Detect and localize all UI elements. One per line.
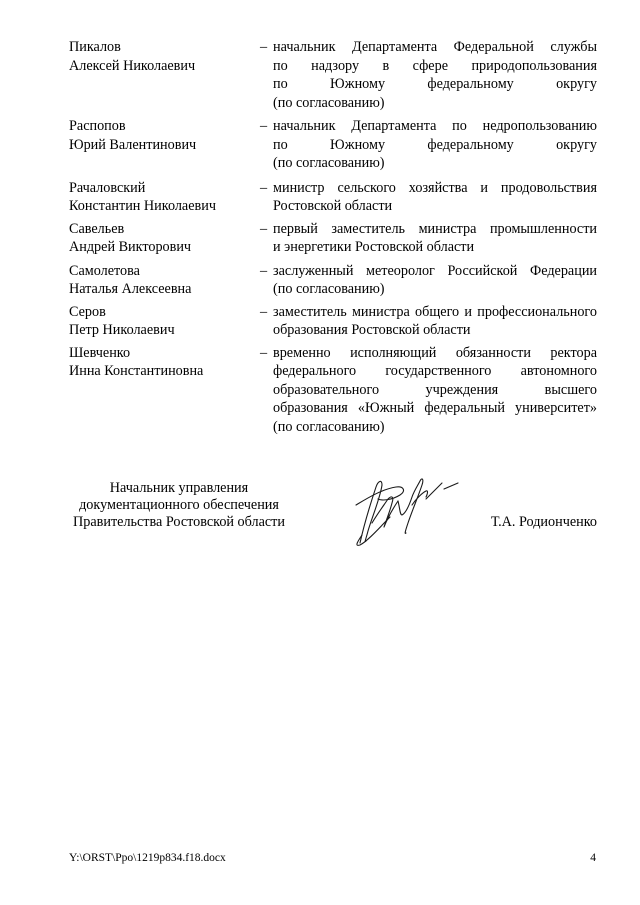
member-entry [69, 179, 597, 216]
role-line: министр сельского хозяйства и продовольствия [273, 179, 597, 196]
member-entry [69, 117, 597, 173]
member-surname: Рачаловский [69, 179, 146, 196]
member-given-names: Андрей Викторович [69, 239, 192, 255]
role-line: заслуженный метеоролог Российской Федерации [273, 262, 597, 279]
role-line: начальник Департамента по недропользованию [273, 118, 597, 134]
member-dash: – [259, 262, 268, 279]
role-line: первый заместитель министра промышленности [273, 220, 597, 237]
member-entry [69, 262, 597, 299]
role-line: и энергетики Ростовской области [273, 239, 475, 255]
member-role [273, 303, 597, 340]
role-line: (по согласованию) [273, 281, 385, 297]
member-surname: Распопов [69, 118, 126, 134]
handwritten-signature [342, 465, 462, 555]
signatory-position-line: документационного обеспечения [79, 497, 279, 513]
member-dash: – [259, 118, 268, 134]
members-list [69, 38, 597, 436]
role-line: (по согласованию) [273, 418, 385, 435]
member-entry [69, 303, 597, 340]
member-dash: – [259, 220, 268, 237]
role-line: (по согласованию) [273, 94, 385, 111]
member-dash: – [259, 179, 268, 196]
role-line: по Южному федеральному округу [273, 76, 597, 92]
member-dash: – [259, 344, 268, 361]
member-name [69, 179, 254, 216]
member-name [69, 117, 254, 154]
signature-block [60, 480, 600, 560]
role-line: образовательного учреждения высшего [273, 381, 597, 398]
member-role [273, 38, 597, 112]
member-surname: Шевченко [69, 344, 131, 361]
member-entry [69, 344, 597, 437]
member-given-names: Наталья Алексеевна [69, 281, 192, 297]
member-name [69, 38, 254, 75]
role-line: временно исполняющий обязанности ректора [273, 344, 597, 361]
member-dash: – [259, 39, 268, 55]
member-name [69, 344, 254, 381]
member-surname: Самолетова [69, 262, 140, 279]
member-role [273, 117, 597, 173]
member-given-names: Юрий Валентинович [69, 136, 197, 153]
member-name [69, 262, 254, 299]
signatory-position [60, 480, 298, 531]
role-line: образования «Южный федеральный университет» [273, 400, 597, 416]
member-name [69, 303, 254, 340]
signatory-position-line: Начальник управления [109, 480, 249, 496]
member-name [69, 220, 254, 257]
role-line: образования Ростовской области [273, 322, 471, 338]
member-entry [69, 220, 597, 257]
role-line: Ростовской области [273, 198, 393, 214]
role-line: федерального государственного автономного [273, 363, 597, 379]
member-given-names: Петр Николаевич [69, 322, 175, 338]
member-given-names: Инна Константиновна [69, 363, 204, 379]
member-given-names: Алексей Николаевич [69, 57, 196, 74]
role-line: по надзору в сфере природопользования [273, 57, 597, 74]
signatory-name: Т.А. Родионченко [490, 514, 597, 530]
member-given-names: Константин Николаевич [69, 198, 216, 214]
signatory-position-line: Правительства Ростовской области [73, 514, 285, 530]
member-role [273, 220, 597, 257]
member-role [273, 262, 597, 299]
member-surname: Серов [69, 303, 106, 320]
footer-file-path: Y:\ORST\Ppo\1219p834.f18.docx [69, 852, 226, 864]
page-number: 4 [590, 852, 596, 864]
member-surname: Савельев [69, 220, 125, 237]
member-role [273, 344, 597, 437]
member-surname: Пикалов [69, 39, 121, 55]
role-line: (по согласованию) [273, 155, 385, 171]
member-dash: – [259, 303, 268, 320]
role-line: заместитель министра общего и профессионального [273, 303, 597, 320]
member-entry [69, 38, 597, 112]
role-line: по Южному федеральному округу [273, 136, 597, 153]
member-role [273, 179, 597, 216]
role-line: начальник Департамента Федеральной службы [273, 39, 597, 55]
